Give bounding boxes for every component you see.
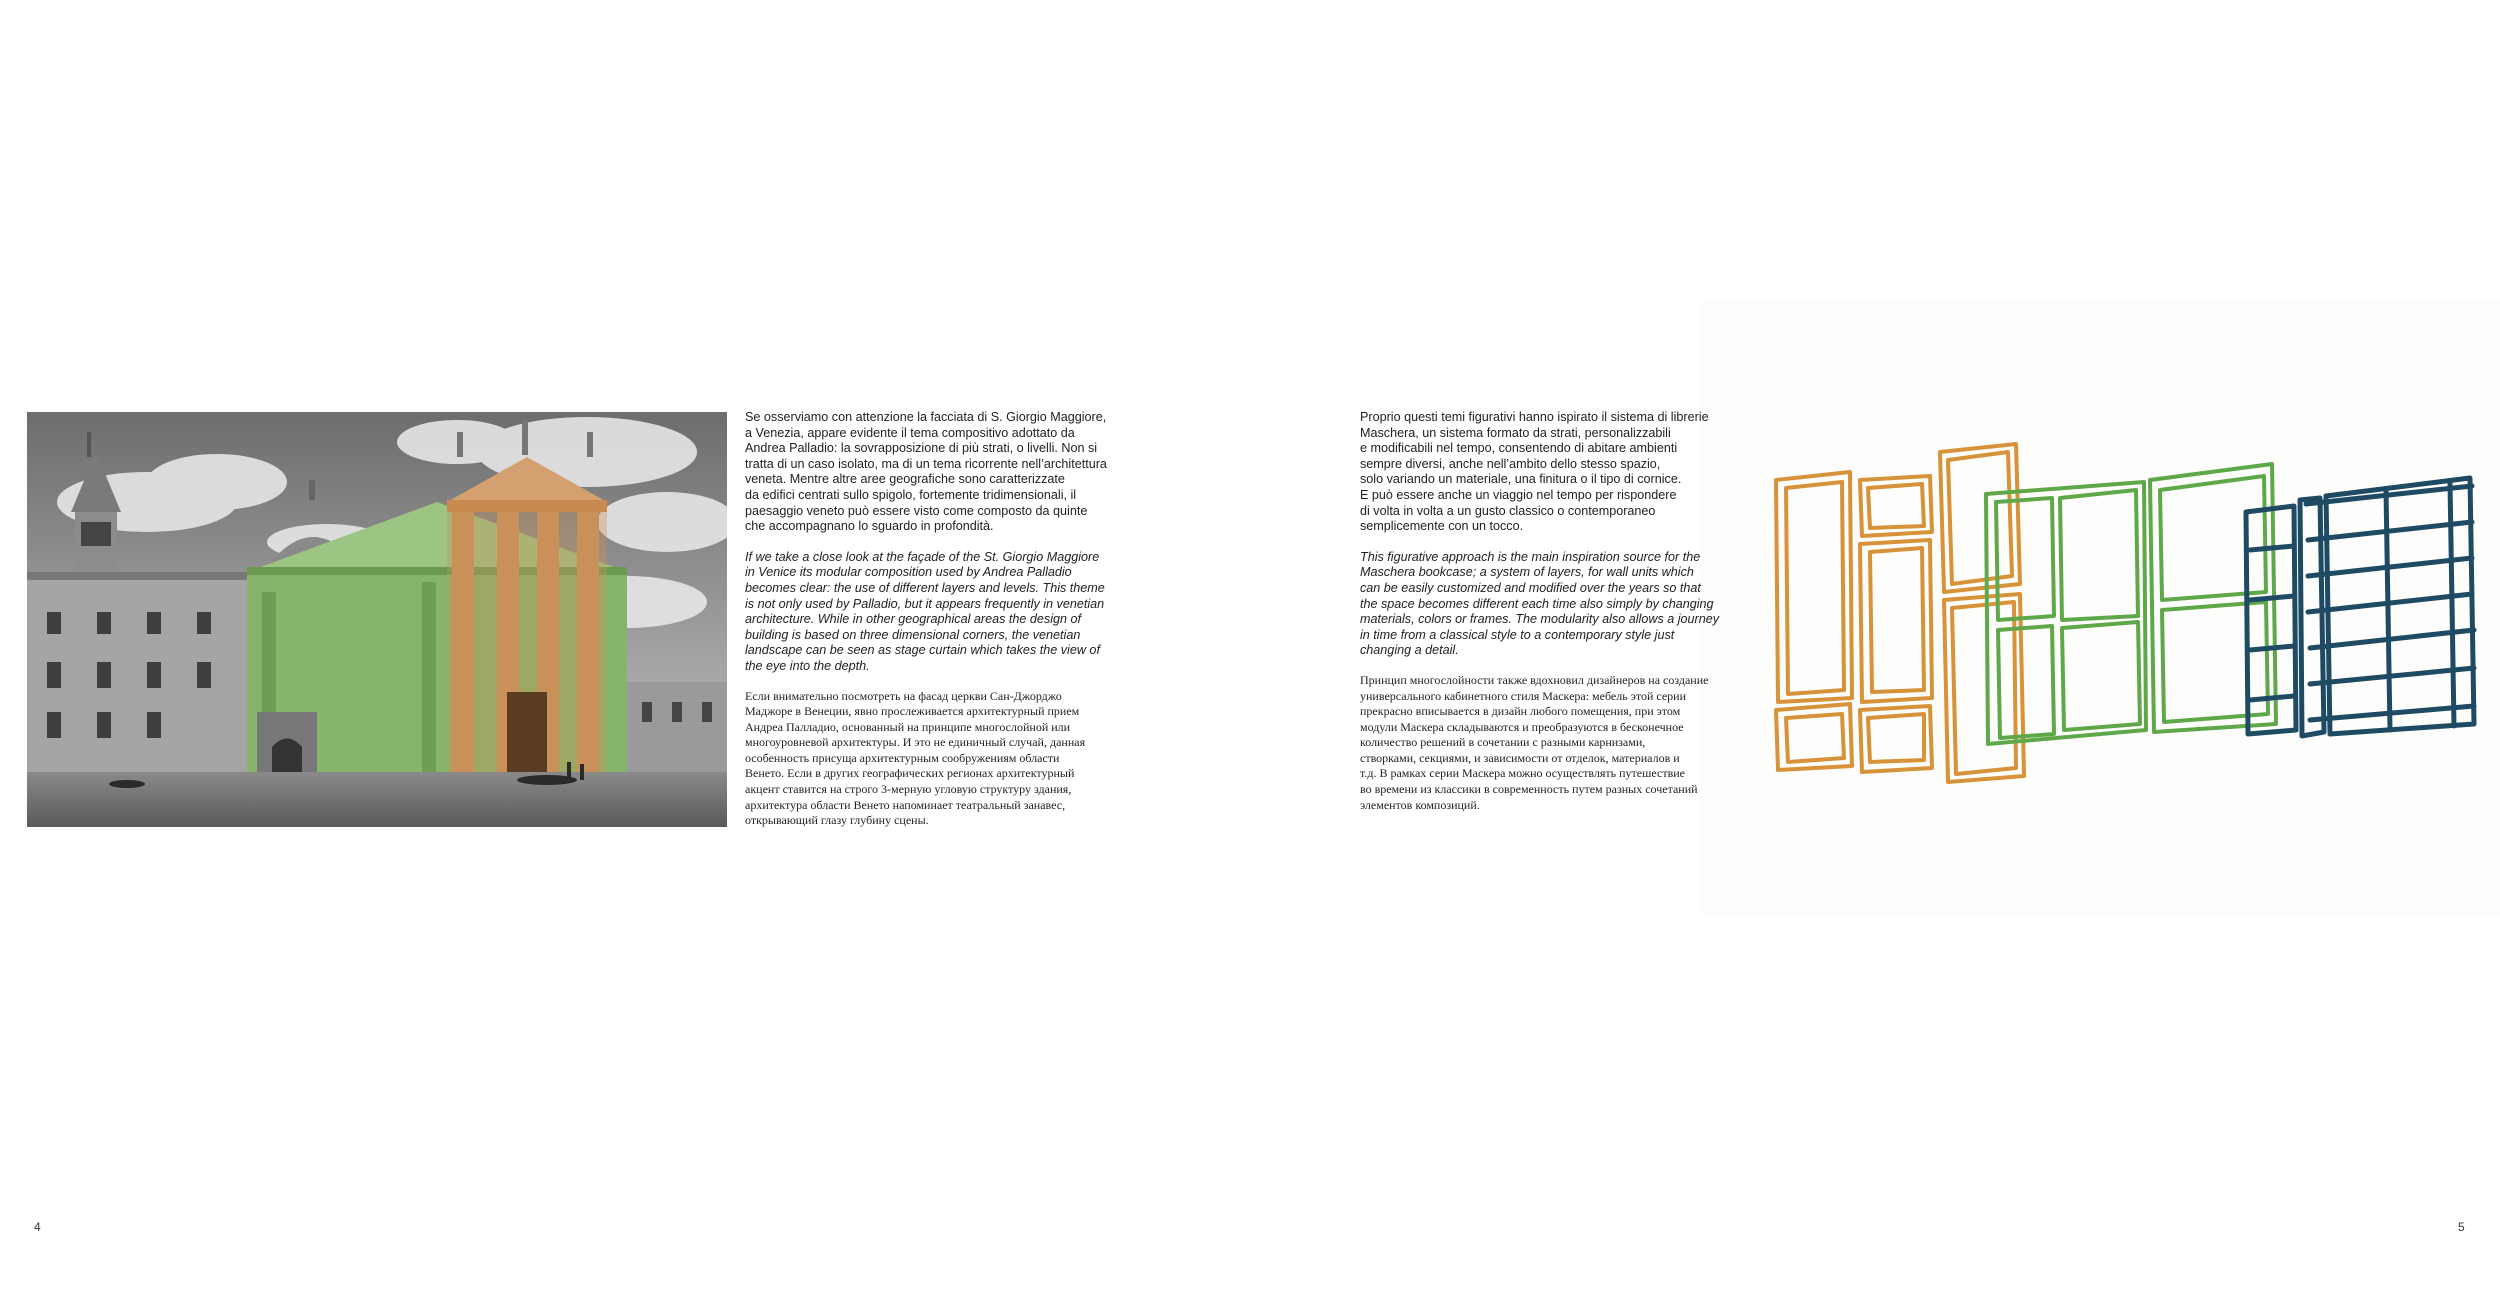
italian-paragraph-right: Proprio questi temi figurativi hanno ispirato il sistema di librerie Maschera, un sistema formato da strati, personalizzabili e modificabili nel tempo, consentendo di abitare ambienti sempre diversi, anche nell’ambito dello stesso spazio, solo variando un materiale, una finitura o il tipo di cornice. E può essere anche un viaggio nel tempo per rispondere di volta in volta a un gusto classico o contemporaneo semplicemente con un tocco.: [1360, 410, 1709, 534]
russian-paragraph-right: Принцип многослойности также вдохновил дизайнеров на создание универсального кабинетного стиля Маскера: мебель этой серии прекрасно вписывается в дизайн любого помещения, при этом модули Маскера складываются и преобразуются в бесконечное количество решений в сочетании с разными карнизами, створками, секциями, и зависимости от отделок, материалов и т.д. В рамках серии Маскера можно осуществлять путешествие во времени из классики в современность путем разных сочетаний элементов композиций.: [1360, 672, 1709, 812]
page-number-left: 4: [34, 1220, 41, 1234]
english-paragraph: If we take a close look at the façade of the St. Giorgio Maggiore in Venice its modular composition used by Andrea Palladio becomes clear: the use of different layers and levels. This theme is not only used by Palladio, but it appears frequently in venetian architecture. While in other geographical areas the design of building is based on three dimensional corners, the venetian landscape can be seen as stage curtain which takes the view of the eye into the depth.: [745, 549, 1105, 673]
left-text-column: [745, 410, 1165, 829]
english-paragraph-right: This figurative approach is the main inspiration source for the Maschera bookcase; a system of layers, for wall units which can be easily customized and modified over the years so that the space becomes different each time also simply by changing materials, colors or frames. The modularity also allows a journey in time from a classical style to a contemporary style just changing a detail.: [1360, 549, 1720, 658]
church-photo: [27, 412, 727, 827]
italian-paragraph: Se osserviamo con attenzione la facciata di S. Giorgio Maggiore, a Venezia, appare evidente il tema compositivo adottato da Andrea Palladio: la sovrapposizione di più strati, o livelli. Non si tratta di un caso isolato, ma di un tema ricorrente nell’architettura veneta. Mentre altre aree geografiche sono caratterizzate da edifici centrati sullo spigolo, fortemente tridimensionali, il paesaggio veneto può essere visto come composto da quinte che accompagnano lo sguardo in profondità.: [745, 410, 1107, 534]
russian-paragraph: Если внимательно посмотреть на фасад церкви Сан-Джорджо Маджоре в Венеции, явно прослеживается архитектурный прием Андреа Палладио, основанный на принципе многослойной или многоуровневой архитектуры. И это не единичный случай, данная особенность присуща архитектурным сообружениям области Венето. Если в других географических регионах архитектурный акцент ставится на строго 3-мерную угловую структуру здания, архитектура области Венето напоминает театральный занавес, открывающий глазу глубину сцены.: [745, 688, 1086, 828]
page-number-right: 5: [2458, 1220, 2465, 1234]
bookcase-sketch: [1690, 300, 2500, 920]
